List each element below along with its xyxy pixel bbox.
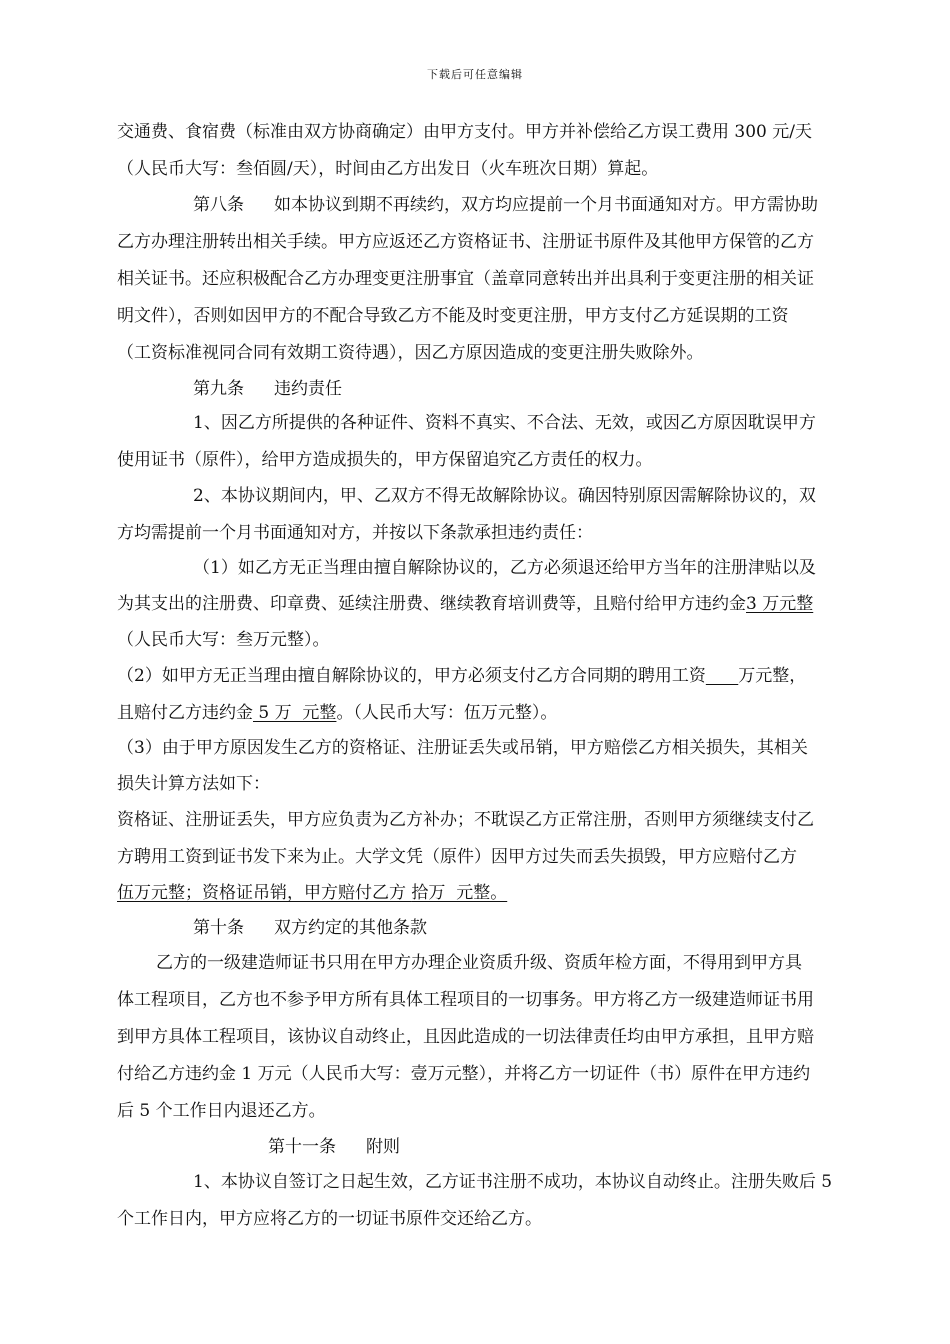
- text-line: 后 5 个工作日内退还乙方。: [117, 1101, 326, 1121]
- text-line: 使用证书（原件），给甲方造成损失的，甲方保留追究乙方责任的权力。: [117, 450, 653, 470]
- text-line: 相关证书。还应积极配合乙方办理变更注册事宜（盖章同意转出并出具利于变更注册的相关证: [117, 269, 814, 289]
- article-8: [193, 194, 818, 216]
- text-line: 损失计算方法如下：: [117, 774, 270, 794]
- text-line: （人民币大写：叁佰圆/天），时间由乙方出发日（火车班次日期）算起。: [117, 159, 659, 179]
- page-header: 下载后可任意编辑: [427, 68, 523, 81]
- text-line: 资格证、注册证丢失，甲方应负责为乙方补办；不耽误乙方正常注册，否则甲方须继续支付乙: [117, 810, 814, 830]
- article-11-title: 第十一条: [268, 1137, 336, 1157]
- text-line: 方聘用工资到证书发下来为止。大学文凭（原件）因甲方过失而丢失损毁，甲方应赔付乙方: [117, 847, 797, 867]
- blank-amount: [706, 666, 738, 686]
- text-line: （2）如甲方无正当理由擅自解除协议的，甲方必须支付乙方合同期的聘用工资 万元整，: [117, 666, 807, 686]
- text-line: 乙方的一级建造师证书只用在甲方办理企业资质升级、资质年检方面，不得用到甲方具: [156, 953, 802, 973]
- text-line: 到甲方具体工程项目，该协议自动终止，且因此造成的一切法律责任均由甲方承担，且甲方赔: [117, 1027, 814, 1047]
- article-11-text: 附则: [366, 1137, 400, 1157]
- article-10: [193, 917, 427, 939]
- text-line: （人民币大写：叁万元整）。: [117, 630, 330, 650]
- article-10-text: 双方约定的其他条款: [274, 918, 427, 938]
- penalty-amount-2: 5 万 元整: [253, 703, 337, 723]
- text-line: 2、本协议期间内，甲、乙双方不得无故解除协议。确因特别原因需解除协议的，双: [193, 486, 816, 506]
- article-9-title: 第九条: [193, 379, 244, 399]
- text-line: 明文件），否则如因甲方的不配合导致乙方不能及时变更注册，甲方支付乙方延误期的工资: [117, 306, 789, 326]
- text-line: 且赔付乙方违约金 5 万 元整。（人民币大写：伍万元整）。: [117, 703, 558, 723]
- text-line: 为其支出的注册费、印章费、延续注册费、继续教育培训费等，且赔付给甲方违约金3 万元整: [117, 594, 814, 614]
- text-line: （3）由于甲方原因发生乙方的资格证、注册证丢失或吊销，甲方赔偿乙方相关损失，其相关: [117, 738, 808, 758]
- article-11: [268, 1136, 400, 1158]
- text-line: 1、因乙方所提供的各种证件、资料不真实、不合法、无效，或因乙方原因耽误甲方: [193, 413, 816, 433]
- article-8-text: 如本协议到期不再续约，双方均应提前一个月书面通知对方。甲方需协助: [274, 195, 818, 215]
- text-line: 付给乙方违约金 1 万元（人民币大写：壹万元整），并将乙方一切证件（书）原件在甲方违约: [117, 1064, 811, 1084]
- text-line: 交通费、食宿费（标准由双方协商确定）由甲方支付。甲方并补偿给乙方误工费用 300 元/天: [117, 122, 812, 142]
- text-line: （1）如乙方无正当理由擅自解除协议的，乙方必须退还给甲方当年的注册津贴以及: [193, 558, 816, 578]
- text-line: 乙方办理注册转出相关手续。甲方应返还乙方资格证书、注册证书原件及其他甲方保管的乙方: [117, 232, 814, 252]
- article-9-text: 违约责任: [274, 379, 342, 399]
- article-10-title: 第十条: [193, 918, 244, 938]
- penalty-amount-1: 3 万元整: [746, 594, 814, 614]
- text-line: （工资标准视同合同有效期工资待遇），因乙方原因造成的变更注册失败除外。: [117, 343, 704, 363]
- text-line: 体工程项目，乙方也不参予甲方所有具体工程项目的一切事务。甲方将乙方一级建造师证书用: [117, 990, 814, 1010]
- text-line: 1、本协议自签订之日起生效，乙方证书注册不成功，本协议自动终止。注册失败后 5: [193, 1172, 833, 1192]
- text-line: 方均需提前一个月书面通知对方，并按以下条款承担违约责任：: [117, 523, 593, 543]
- compensation-amount-1: 伍万元整；: [117, 883, 202, 903]
- text-line: 个工作日内，甲方应将乙方的一切证书原件交还给乙方。: [117, 1209, 542, 1229]
- compensation-amount-2: 拾万 元整。: [411, 883, 508, 903]
- text-line: 伍万元整；资格证吊销，甲方赔付乙方 拾万 元整。: [117, 883, 508, 903]
- article-9: [193, 378, 342, 400]
- article-8-title: 第八条: [193, 195, 244, 215]
